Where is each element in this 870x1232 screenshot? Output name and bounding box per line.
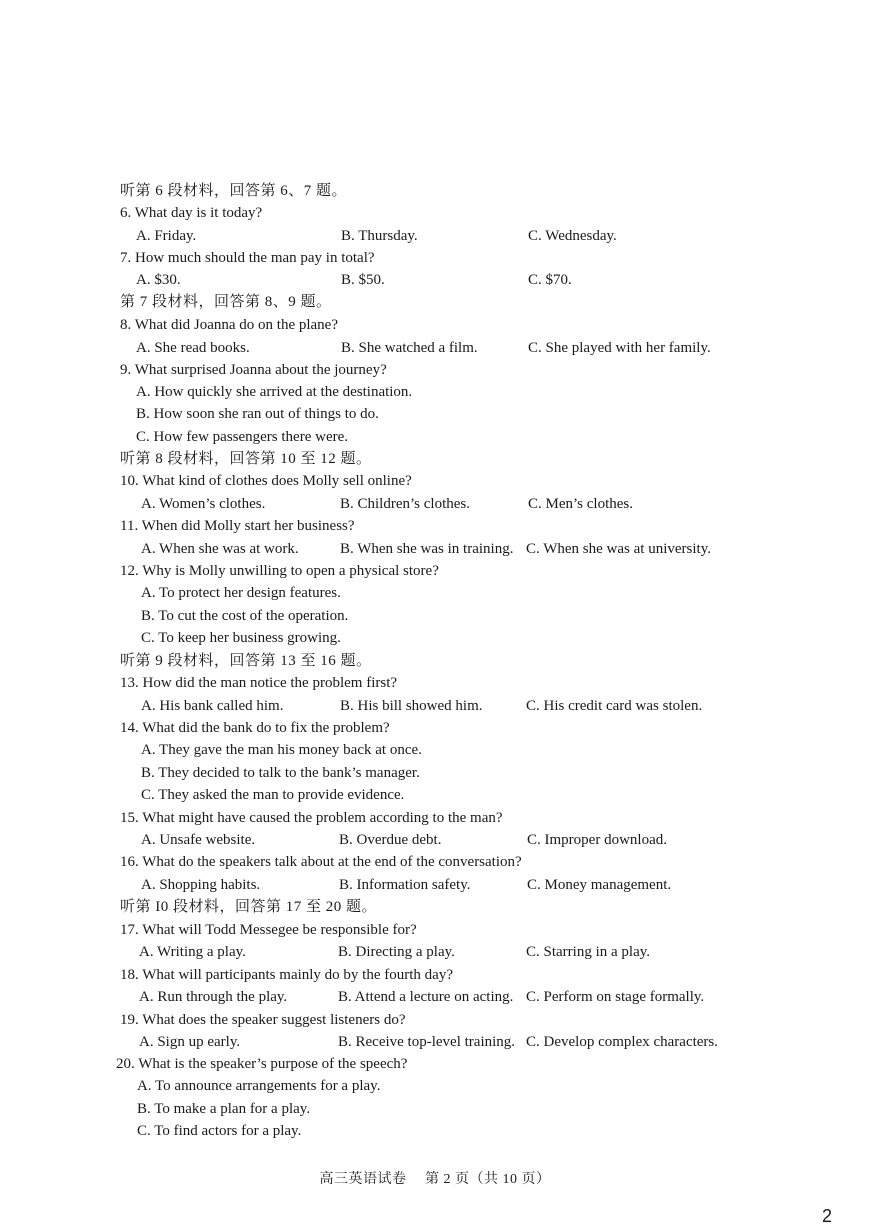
section-header: 听第 8 段材料，回答第 10 至 12 题。 (120, 451, 372, 467)
option-a: A. When she was at work. (141, 541, 299, 557)
option-b: B. Information safety. (339, 877, 471, 893)
section-header: 第 7 段材料，回答第 8、9 题。 (120, 294, 332, 310)
option-b: B. When she was in training. (340, 541, 514, 557)
option-c: C. His credit card was stolen. (526, 698, 703, 714)
option-c: C. Money management. (527, 877, 672, 893)
option-b: B. She watched a film. (341, 340, 478, 356)
option-c: C. Wednesday. (528, 228, 617, 244)
option-a: A. To announce arrangements for a play. (137, 1078, 381, 1094)
option-a: A. They gave the man his money back at once. (141, 742, 422, 758)
option-a: A. Writing a play. (139, 944, 246, 960)
option-a: A. Unsafe website. (141, 832, 256, 848)
option-b: B. Attend a lecture on acting. (338, 989, 514, 1005)
question-text: 19. What does the speaker suggest listeners do? (120, 1012, 406, 1028)
section-header: 听第 9 段材料，回答第 13 至 16 题。 (120, 653, 372, 669)
option-a: A. $30. (136, 272, 181, 288)
question-text: 7. How much should the man pay in total? (120, 250, 375, 266)
question-text: 6. What day is it today? (120, 205, 263, 221)
option-c: C. To keep her business growing. (141, 630, 341, 646)
option-b: B. Overdue debt. (339, 832, 442, 848)
option-c: C. Starring in a play. (526, 944, 651, 960)
question-text: 16. What do the speakers talk about at the end of the conversation? (120, 854, 522, 870)
option-a: A. Women’s clothes. (141, 496, 266, 512)
question-text: 18. What will participants mainly do by the fourth day? (120, 967, 453, 983)
option-c: C. How few passengers there were. (136, 429, 349, 445)
option-b: B. Receive top-level training. (338, 1034, 516, 1050)
question-text: 20. What is the speaker’s purpose of the speech? (116, 1056, 408, 1072)
option-c: C. They asked the man to provide evidence. (141, 787, 405, 803)
option-c: C. To find actors for a play. (137, 1123, 302, 1139)
section-header: 听第 I0 段材料，回答第 17 至 20 题。 (120, 899, 377, 915)
option-b: B. His bill showed him. (340, 698, 483, 714)
option-c: C. Improper download. (527, 832, 667, 848)
question-text: 8. What did Joanna do on the plane? (120, 317, 338, 333)
section-header: 听第 6 段材料，回答第 6、7 题。 (120, 183, 348, 199)
question-text: 15. What might have caused the problem according to the man? (120, 810, 503, 826)
question-text: 11. When did Molly start her business? (120, 518, 355, 534)
option-a: A. Shopping habits. (141, 877, 261, 893)
option-b: B. $50. (341, 272, 385, 288)
option-b: B. How soon she ran out of things to do. (136, 406, 379, 422)
option-a: A. How quickly she arrived at the destination. (136, 384, 413, 400)
option-a: A. She read books. (136, 340, 250, 356)
question-text: 13. How did the man notice the problem first? (120, 675, 398, 691)
option-b: B. To make a plan for a play. (137, 1101, 311, 1117)
option-a: A. Run through the play. (139, 989, 288, 1005)
option-a: A. His bank called him. (141, 698, 284, 714)
option-c: C. Men’s clothes. (528, 496, 633, 512)
option-c: C. Perform on stage formally. (526, 989, 705, 1005)
option-c: C. $70. (528, 272, 572, 288)
question-text: 14. What did the bank do to fix the problem? (120, 720, 390, 736)
option-b: B. Children’s clothes. (340, 496, 470, 512)
page-footer: 高三英语试卷 第 2 页（共 10 页） (319, 1172, 551, 1187)
page-corner-number: 2 (821, 1206, 832, 1226)
option-a: A. To protect her design features. (141, 585, 341, 601)
question-text: 10. What kind of clothes does Molly sell online? (120, 473, 412, 489)
question-text: 17. What will Todd Messegee be responsible for? (120, 922, 417, 938)
option-b: B. They decided to talk to the bank’s manager. (141, 765, 420, 781)
option-c: C. When she was at university. (526, 541, 711, 557)
option-c: C. She played with her family. (528, 340, 711, 356)
option-b: B. To cut the cost of the operation. (141, 608, 349, 624)
option-c: C. Develop complex characters. (526, 1034, 719, 1050)
option-b: B. Thursday. (341, 228, 418, 244)
question-text: 12. Why is Molly unwilling to open a physical store? (120, 563, 439, 579)
option-a: A. Friday. (136, 228, 197, 244)
question-text: 9. What surprised Joanna about the journey? (120, 362, 387, 378)
option-a: A. Sign up early. (139, 1034, 241, 1050)
option-b: B. Directing a play. (338, 944, 455, 960)
